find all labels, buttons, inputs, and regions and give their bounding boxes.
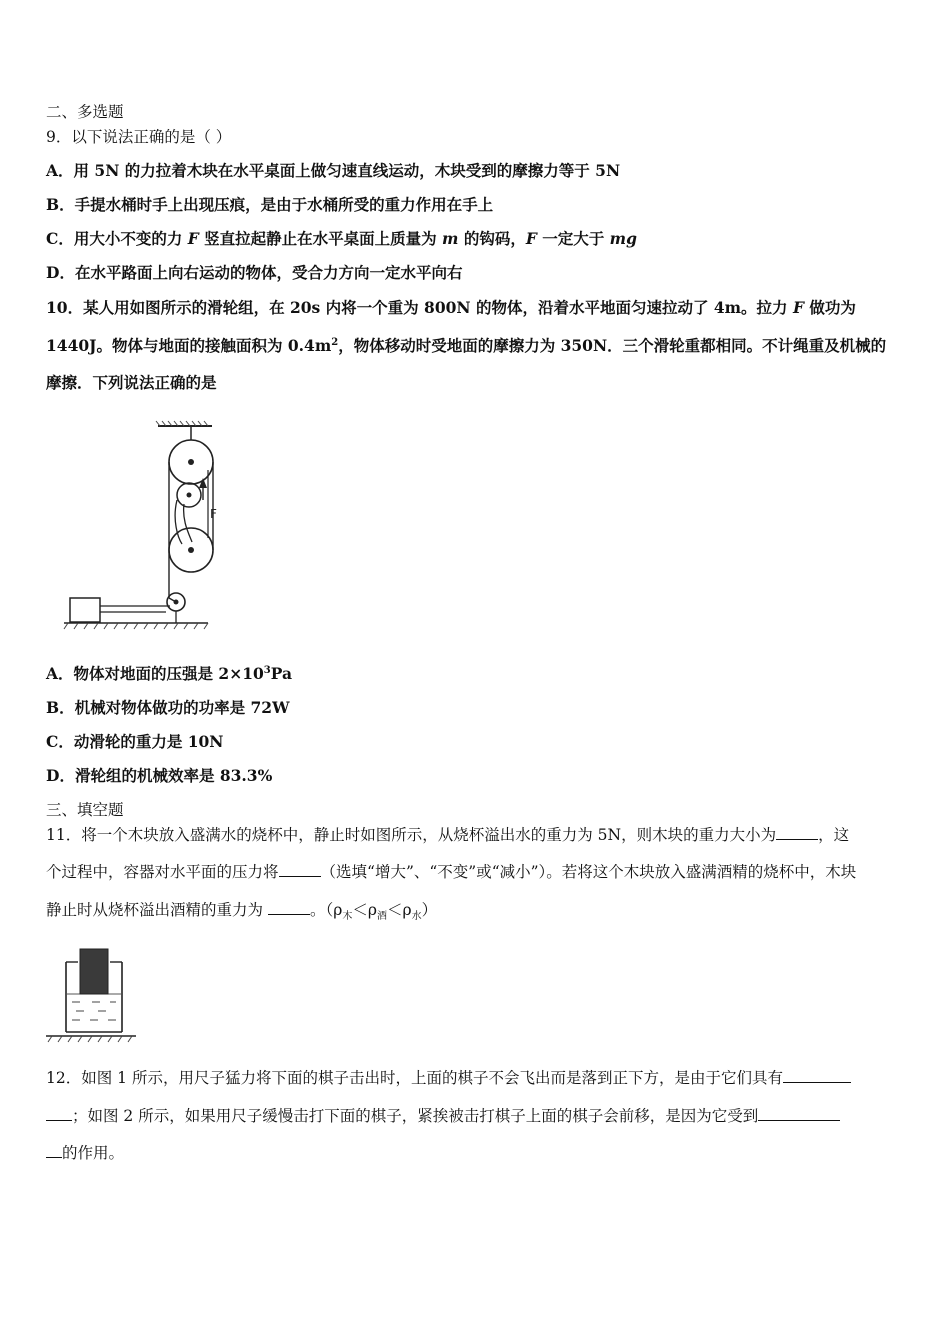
answer-blank-continuation[interactable] xyxy=(46,1106,72,1121)
question-12-line-2: ；如图 2 所示，如果用尺子缓慢击打下面的棋子，紧挨被击打棋子上面的棋子会前移，是因为它受到 xyxy=(46,1106,840,1126)
question-12-line-3: 的作用。 xyxy=(46,1143,124,1163)
question-10-stem-line-2: 1440J。物体与地面的接触面积为 $0.4m^2$，物体移动时受地面的摩擦力为 350N．三个滑轮重都相同。不计绳重及机械的 xyxy=(46,336,887,355)
question-11-line-1: 11．将一个木块放入盛满水的烧杯中，静止时如图所示，从烧杯溢出水的重力为 5N，则木块的重力大小为 ，这 xyxy=(46,826,850,844)
answer-blank[interactable] xyxy=(279,862,321,877)
question-10-option-a: A．物体对地面的压强是 $2\times 10^3Pa$ xyxy=(46,664,293,683)
question-10-option-d: D．滑轮组的机械效率是 83.3% xyxy=(46,766,273,785)
question-9-option-a: A．用 5N 的力拉着木块在水平桌面上做匀速直线运动，木块受到的摩擦力等于 5N xyxy=(46,161,621,180)
answer-blank[interactable] xyxy=(758,1106,840,1121)
answer-blank-continuation[interactable] xyxy=(46,1143,62,1158)
question-10-stem-line-1: 10．某人用如图所示的滑轮组，在 20s 内将一个重为 800N 的物体，沿着水平地面匀速拉动了 4m。拉力 F 做功为 xyxy=(46,298,856,317)
question-9-option-c: C．用大小不变的力 F 竖直拉起静止在水平桌面上质量为 m 的钩码，F 一定大于 mg xyxy=(46,229,637,248)
question-9-option-d: D．在水平路面上向右运动的物体，受合力方向一定水平向右 xyxy=(46,263,463,282)
answer-blank[interactable] xyxy=(783,1068,851,1083)
question-9-option-b: B．手提水桶时手上出现压痕，是由于水桶所受的重力作用在手上 xyxy=(46,195,494,214)
question-9-stem: 9．以下说法正确的是（ ） xyxy=(46,128,232,146)
question-10-option-c: C．动滑轮的重力是 10N xyxy=(46,732,224,751)
question-10-option-b: B．机械对物体做功的功率是 72W xyxy=(46,698,290,717)
answer-blank[interactable] xyxy=(776,825,818,840)
section-title-multiple-choice: 二、多选题 xyxy=(46,103,124,121)
question-11-line-2: 个过程中，容器对水平面的压力将 （选填“增大”、“不变”或“减小”）。若将这个木块放入盛满酒精的烧杯中，木块 xyxy=(46,863,857,881)
question-10-stem-line-3: 摩擦．下列说法正确的是 xyxy=(46,373,217,392)
force-label-F: F xyxy=(210,507,217,521)
beaker-with-wood-block-figure xyxy=(44,944,140,1044)
question-11-line-3: 静止时从烧杯溢出酒精的重力为 。$(\rho_木<\rho_酒<\rho_水)$ xyxy=(46,901,438,923)
block xyxy=(70,598,100,622)
question-12-line-1: 12．如图 1 所示，用尺子猛力将下面的棋子击出时，上面的棋子不会飞出而是落到正下方，是由于它们具有 xyxy=(46,1068,851,1088)
answer-blank[interactable] xyxy=(268,900,310,915)
pulley-system-figure xyxy=(60,420,220,632)
wood-block xyxy=(80,949,108,994)
section-title-fill-in: 三、填空题 xyxy=(46,801,124,819)
